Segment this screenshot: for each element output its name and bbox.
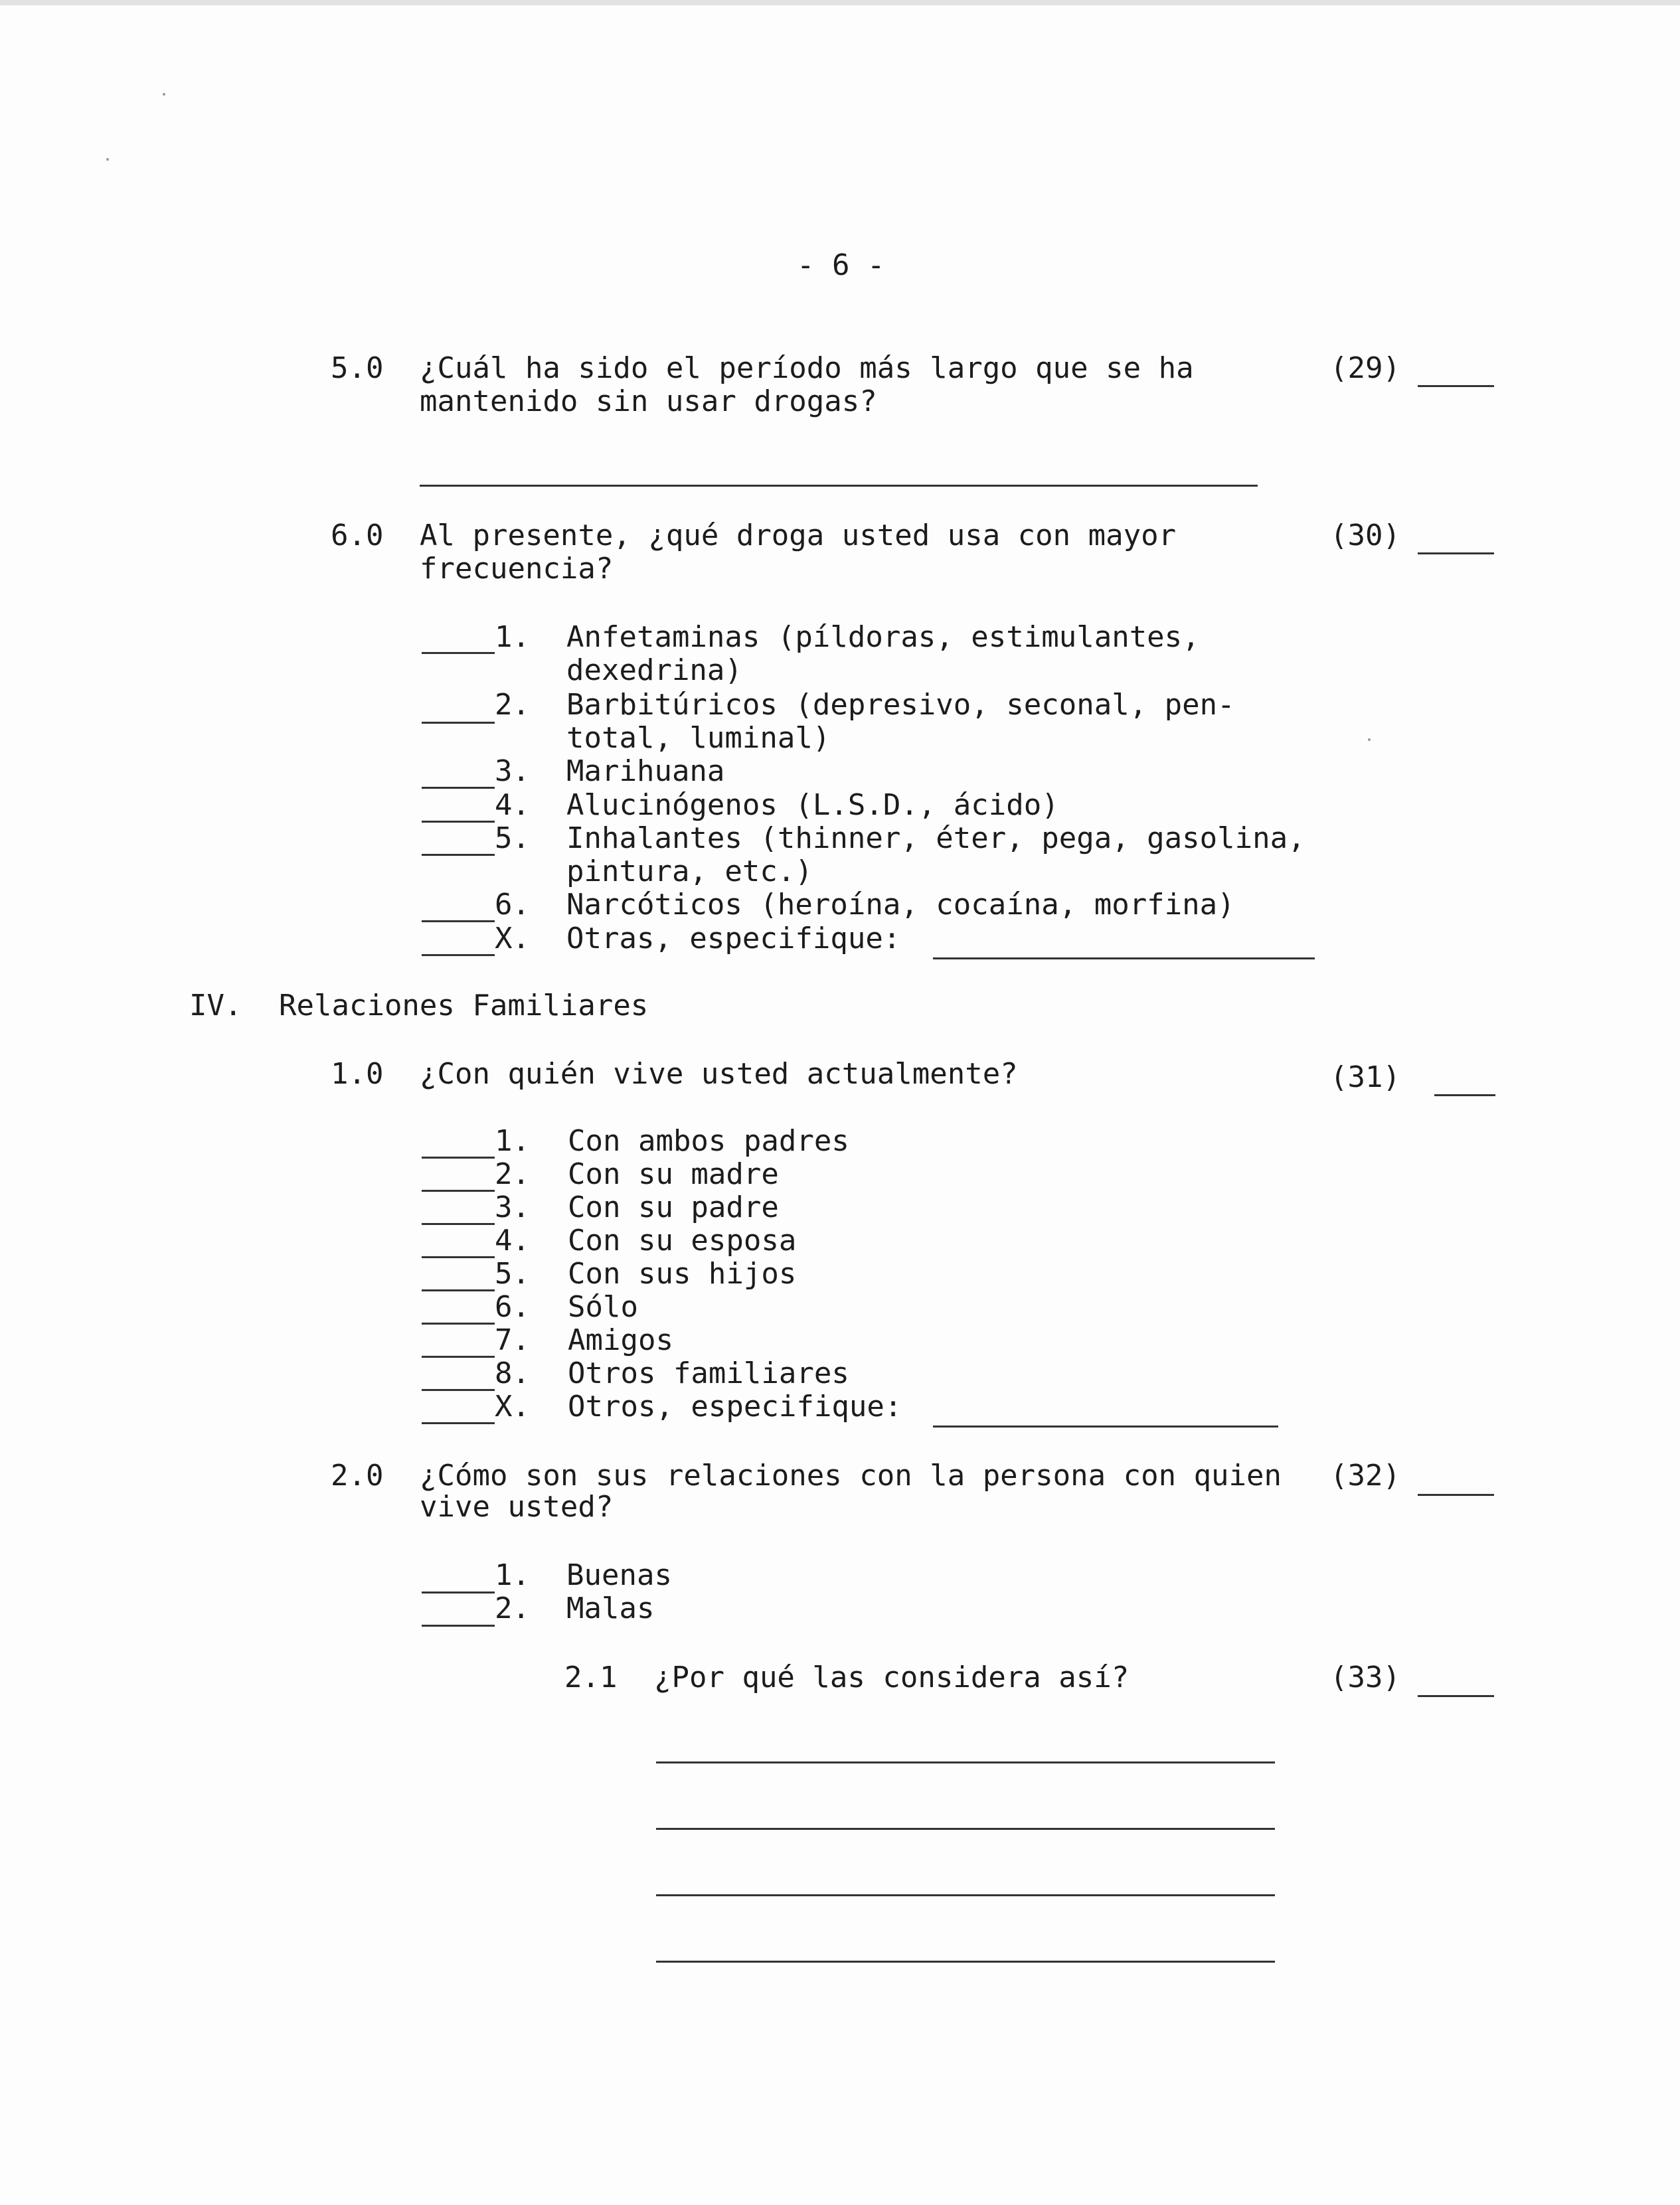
option-key: X. bbox=[495, 1390, 530, 1424]
option-key: 5. bbox=[495, 1257, 530, 1291]
option-checkbox[interactable] bbox=[422, 1356, 495, 1358]
answer-field[interactable] bbox=[1434, 1094, 1495, 1096]
option-checkbox[interactable] bbox=[422, 1223, 495, 1225]
option-label: Marihuana bbox=[566, 754, 725, 788]
answer-field[interactable] bbox=[1418, 1494, 1494, 1496]
option-key: 4. bbox=[495, 788, 530, 822]
option-key: 5. bbox=[495, 821, 530, 855]
option-label: Narcóticos (heroína, cocaína, morfina) bbox=[566, 888, 1235, 922]
option-key: 6. bbox=[495, 1290, 530, 1324]
option-checkbox[interactable] bbox=[422, 1157, 495, 1159]
option-label: Barbitúricos (depresivo, seconal, pen- bbox=[566, 688, 1235, 722]
option-key: 2. bbox=[495, 688, 530, 722]
specify-line[interactable] bbox=[933, 1426, 1278, 1428]
question-number: 1.0 bbox=[331, 1057, 384, 1091]
question-text: ¿Con quién vive usted actualmente? bbox=[420, 1057, 1018, 1091]
option-label: Con sus hijos bbox=[568, 1257, 797, 1291]
response-code: (33) bbox=[1330, 1661, 1400, 1694]
question-number: 2.0 bbox=[331, 1459, 384, 1493]
question-number: 5.0 bbox=[331, 351, 384, 385]
option-checkbox[interactable] bbox=[422, 787, 495, 789]
option-key: 7. bbox=[495, 1323, 530, 1357]
option-checkbox[interactable] bbox=[422, 954, 495, 956]
scan-speck bbox=[1368, 738, 1371, 741]
option-label: pintura, etc.) bbox=[566, 855, 813, 888]
option-label: Otros familiares bbox=[568, 1356, 849, 1390]
option-checkbox[interactable] bbox=[422, 1190, 495, 1192]
response-code: (31) bbox=[1330, 1060, 1400, 1094]
option-label: Malas bbox=[566, 1592, 655, 1625]
option-checkbox[interactable] bbox=[422, 1422, 495, 1424]
subquestion-text: ¿Por qué las considera así? bbox=[654, 1661, 1130, 1694]
option-checkbox[interactable] bbox=[422, 920, 495, 922]
option-label: Anfetaminas (píldoras, estimulantes, bbox=[566, 620, 1200, 654]
answer-field[interactable] bbox=[1418, 385, 1494, 387]
option-checkbox[interactable] bbox=[422, 1289, 495, 1291]
option-checkbox[interactable] bbox=[422, 722, 495, 724]
option-checkbox[interactable] bbox=[422, 1389, 495, 1391]
response-code: (29) bbox=[1330, 351, 1400, 385]
specify-line[interactable] bbox=[933, 957, 1315, 959]
option-checkbox[interactable] bbox=[422, 854, 495, 856]
write-in-line[interactable] bbox=[656, 1761, 1275, 1763]
scan-speck bbox=[106, 158, 109, 161]
option-label: Sólo bbox=[568, 1290, 638, 1324]
option-label: Con ambos padres bbox=[568, 1124, 849, 1158]
response-code: (30) bbox=[1330, 519, 1400, 552]
option-key: X. bbox=[495, 922, 530, 955]
page-number: - 6 - bbox=[797, 248, 885, 282]
option-key: 6. bbox=[495, 888, 530, 922]
subquestion-number: 2.1 bbox=[564, 1661, 618, 1694]
question-number: 6.0 bbox=[331, 519, 384, 552]
option-key: 3. bbox=[495, 754, 530, 788]
question-text: ¿Cómo son sus relaciones con la persona con quien bbox=[420, 1459, 1282, 1493]
option-key: 2. bbox=[495, 1592, 530, 1625]
option-key: 4. bbox=[495, 1224, 530, 1258]
option-key: 3. bbox=[495, 1190, 530, 1224]
option-checkbox[interactable] bbox=[422, 1625, 495, 1627]
option-label: Buenas bbox=[566, 1558, 672, 1592]
option-label: Con su padre bbox=[568, 1190, 779, 1224]
option-label: Amigos bbox=[568, 1323, 673, 1357]
option-label: Con su esposa bbox=[568, 1224, 797, 1258]
section-title: Relaciones Familiares bbox=[279, 989, 649, 1022]
answer-field[interactable] bbox=[1418, 552, 1494, 554]
option-checkbox[interactable] bbox=[422, 821, 495, 823]
answer-field[interactable] bbox=[1418, 1695, 1494, 1697]
option-label: Con su madre bbox=[568, 1157, 779, 1191]
question-text: Al presente, ¿qué droga usted usa con mayor bbox=[420, 519, 1177, 552]
response-code: (32) bbox=[1330, 1459, 1400, 1493]
write-in-line[interactable] bbox=[656, 1961, 1275, 1963]
option-key: 8. bbox=[495, 1356, 530, 1390]
option-checkbox[interactable] bbox=[422, 652, 495, 654]
question-text: vive usted? bbox=[420, 1490, 614, 1524]
option-label: Inhalantes (thinner, éter, pega, gasolina, bbox=[566, 821, 1305, 855]
question-text: ¿Cuál ha sido el período más largo que se ha bbox=[420, 351, 1194, 385]
option-checkbox[interactable] bbox=[422, 1592, 495, 1593]
write-in-line[interactable] bbox=[420, 485, 1258, 487]
option-label: dexedrina) bbox=[566, 653, 742, 687]
option-label: total, luminal) bbox=[566, 721, 831, 755]
question-text: frecuencia? bbox=[420, 552, 614, 586]
scan-speck bbox=[163, 93, 165, 96]
option-key: 1. bbox=[495, 1558, 530, 1592]
option-checkbox[interactable] bbox=[422, 1256, 495, 1258]
option-label: Otros, especifique: bbox=[568, 1390, 902, 1424]
option-key: 1. bbox=[495, 1124, 530, 1158]
write-in-line[interactable] bbox=[656, 1894, 1275, 1896]
option-checkbox[interactable] bbox=[422, 1323, 495, 1325]
option-label: Otras, especifique: bbox=[566, 922, 901, 955]
page-edge bbox=[0, 0, 1680, 5]
option-key: 2. bbox=[495, 1157, 530, 1191]
option-label: Alucinógenos (L.S.D., ácido) bbox=[566, 788, 1059, 822]
option-key: 1. bbox=[495, 620, 530, 654]
section-numeral: IV. bbox=[189, 989, 242, 1022]
write-in-line[interactable] bbox=[656, 1828, 1275, 1830]
question-text: mantenido sin usar drogas? bbox=[420, 384, 877, 418]
